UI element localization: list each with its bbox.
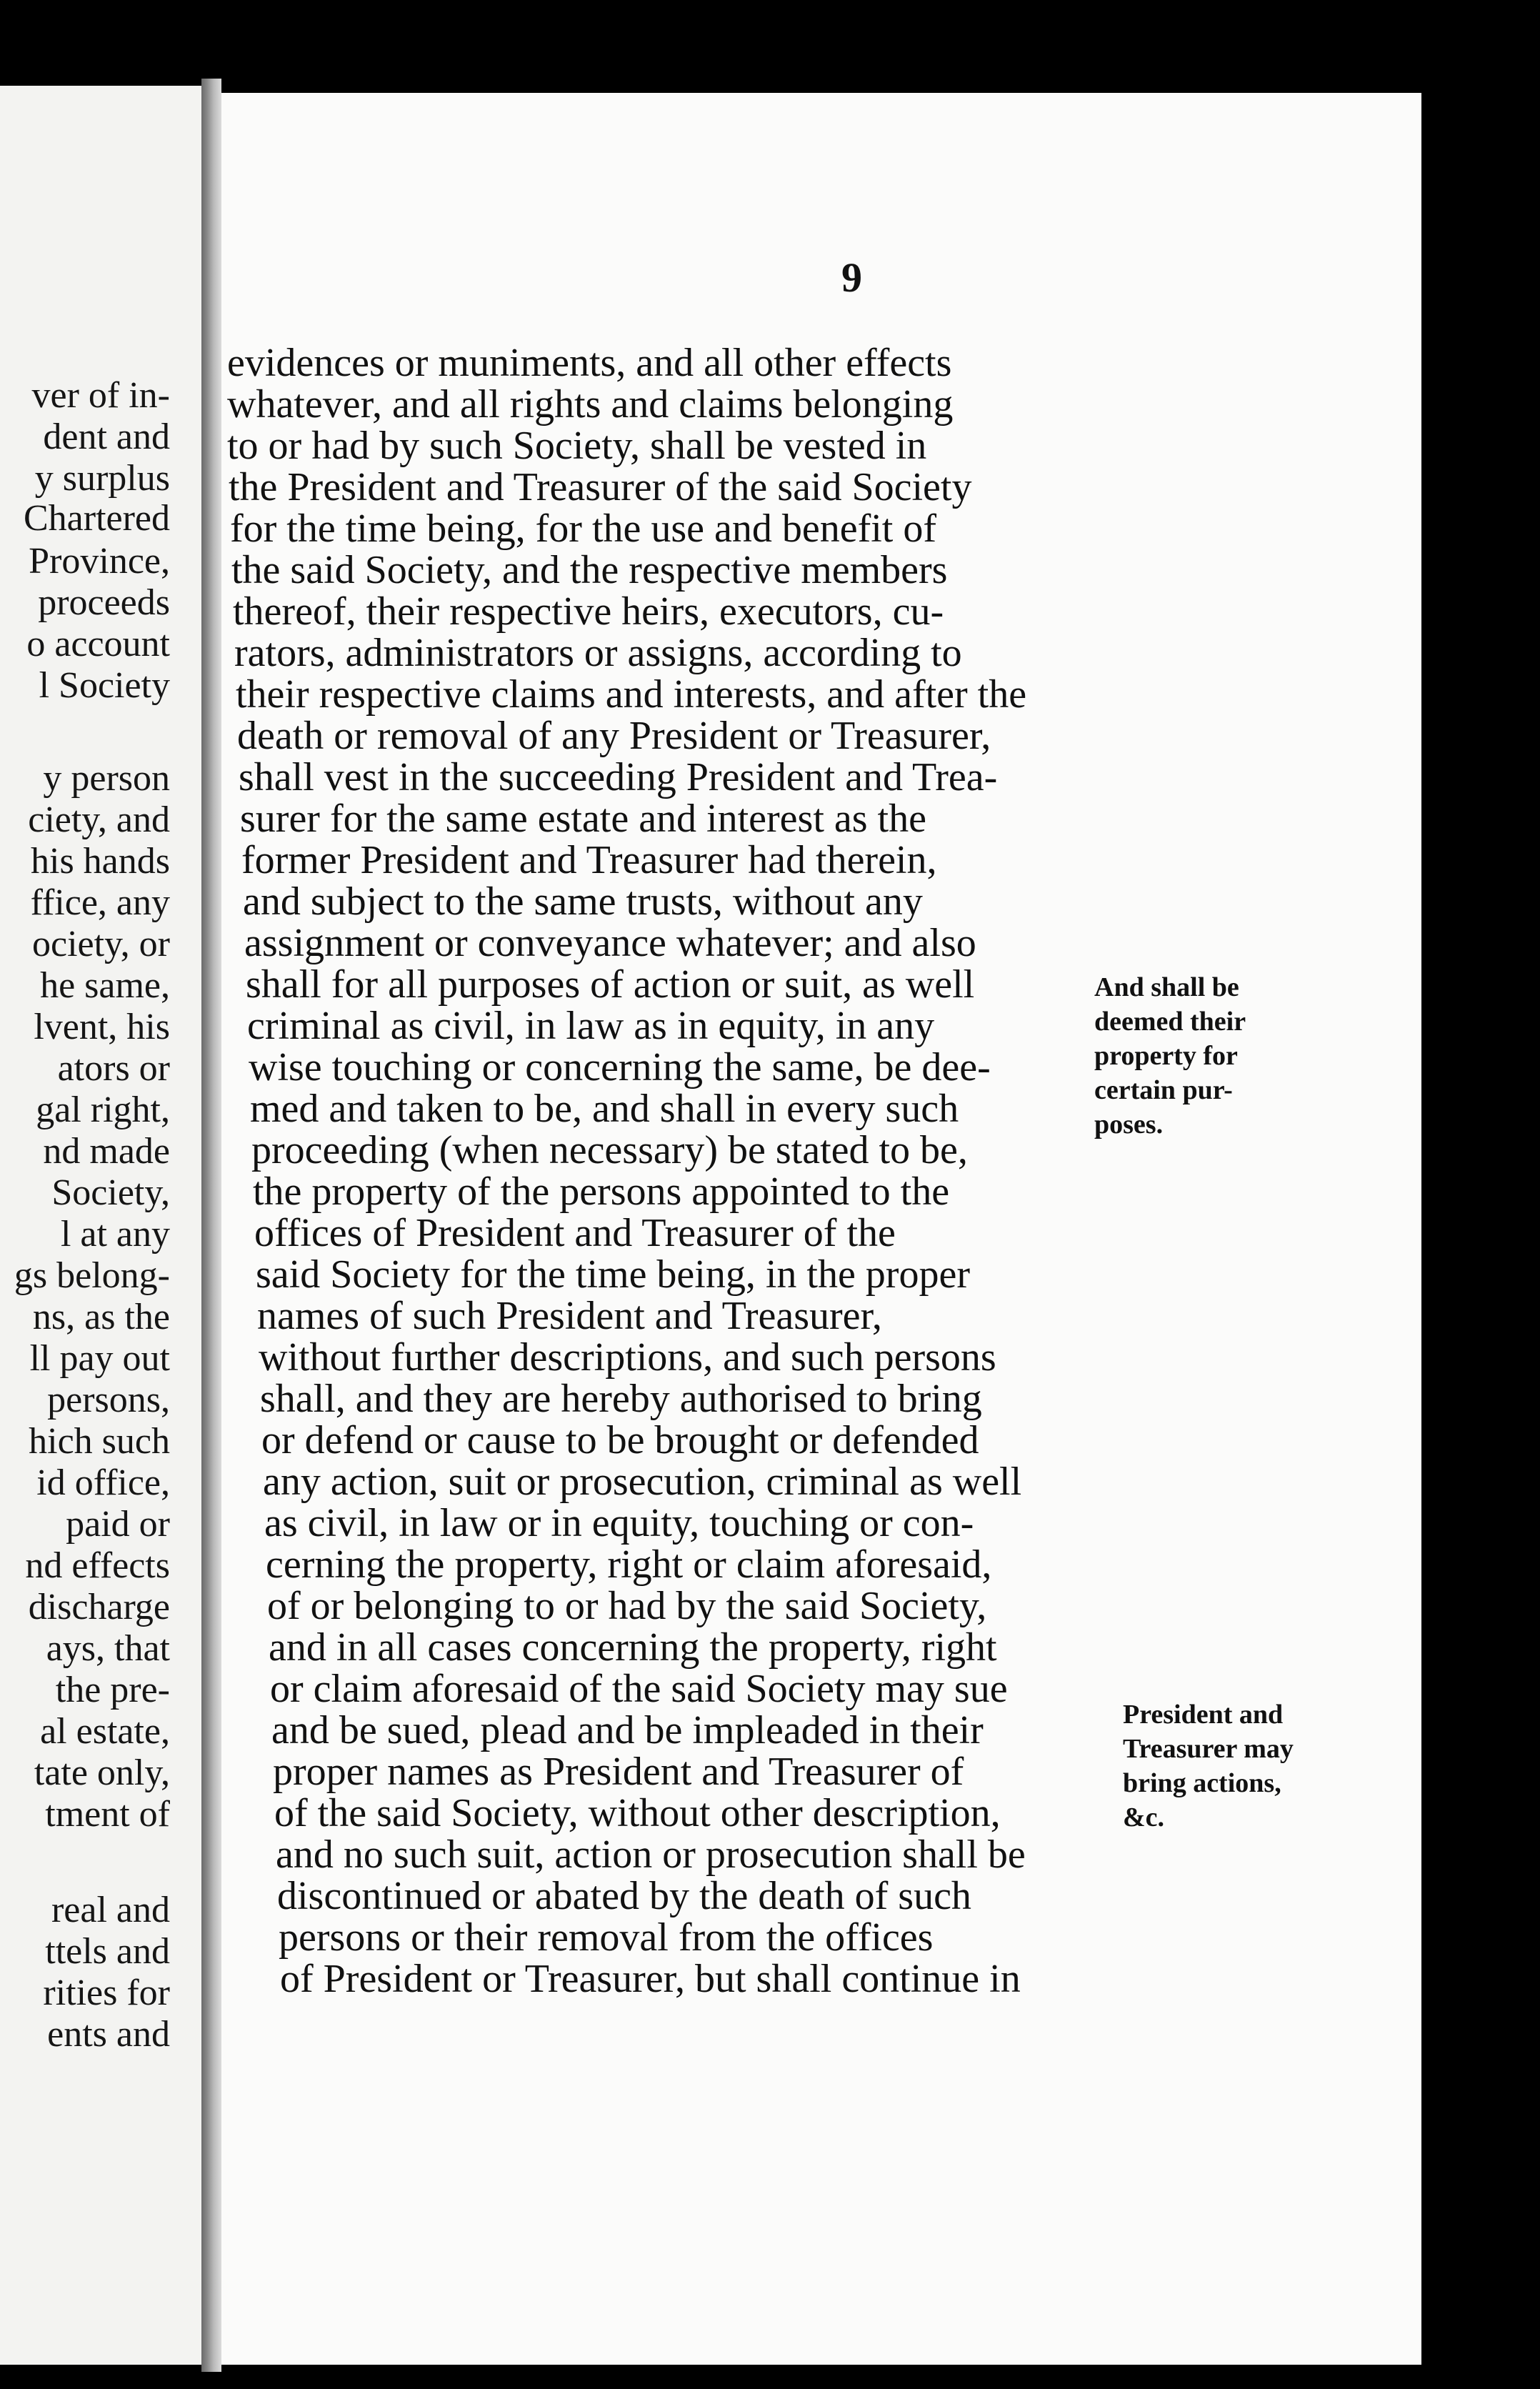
left-page-line: nd effects	[25, 1545, 170, 1586]
left-page-fragment	[0, 86, 201, 2365]
left-page-line: ents and	[47, 2014, 170, 2055]
body-text-line: the property of the persons appointed to the	[253, 1169, 950, 1214]
left-page-line: al estate,	[40, 1711, 170, 1752]
margin-note-line: And shall be	[1094, 972, 1239, 1002]
body-text-line: or claim aforesaid of the said Society may sue	[270, 1667, 1008, 1711]
body-text-line: names of such President and Treasurer,	[257, 1294, 882, 1338]
book-gutter	[201, 79, 221, 2372]
body-text-line: and be sued, plead and be impleaded in their	[271, 1708, 984, 1752]
body-text-line: without further descriptions, and such persons	[259, 1335, 996, 1380]
body-text-line: surer for the same estate and interest as the	[240, 797, 926, 841]
margin-note-line: Treasurer may	[1123, 1734, 1294, 1764]
margin-note-line: deemed their	[1094, 1007, 1246, 1037]
body-text-line: for the time being, for the use and benefit of	[230, 507, 936, 551]
left-page-line: he same,	[40, 965, 170, 1006]
left-page-line: ffice, any	[30, 882, 170, 923]
margin-note-line: poses.	[1094, 1109, 1164, 1139]
left-page-line: discharge	[28, 1587, 170, 1627]
body-text-line: thereof, their respective heirs, executors, cu-	[233, 589, 944, 634]
left-page-line: lvent, his	[34, 1007, 170, 1047]
body-text-line: death or removal of any President or Treasurer,	[237, 714, 991, 758]
body-text-line: persons or their removal from the offices	[279, 1915, 934, 1960]
left-page-line: ver of in-	[31, 375, 170, 416]
left-page-line: real and	[51, 1890, 170, 1930]
left-page-line: ators or	[57, 1048, 170, 1089]
margin-note-line: property for	[1094, 1041, 1238, 1071]
left-page-line: gs belong-	[14, 1255, 170, 1296]
body-text-line: and no such suit, action or prosecution shall be	[276, 1832, 1026, 1877]
body-text-line: any action, suit or prosecution, criminal as well	[263, 1460, 1022, 1504]
left-page-line: dent and	[43, 417, 170, 457]
body-text-line: whatever, and all rights and claims belonging	[227, 382, 954, 427]
left-page-line: nd made	[43, 1131, 170, 1172]
left-page-line: o account	[26, 624, 170, 664]
body-text-line: evidences or muniments, and all other effects	[227, 341, 952, 385]
left-page-line: ttels and	[45, 1931, 170, 1972]
left-page-line: l at any	[60, 1214, 170, 1255]
body-text-line: as civil, in law or in equity, touching or con-	[264, 1501, 974, 1545]
margin-note-line: bring actions,	[1123, 1768, 1281, 1798]
body-text-line: shall, and they are hereby authorised to bring	[260, 1377, 982, 1421]
right-page	[221, 93, 1421, 2365]
left-page-line: ll pay out	[29, 1338, 170, 1379]
margin-note-actions	[1123, 1697, 1351, 1835]
body-text-line: former President and Treasurer had therein,	[241, 838, 937, 882]
left-page-line: id office,	[36, 1462, 170, 1503]
body-text-line: the said Society, and the respective members	[231, 548, 948, 592]
body-text-line: rators, administrators or assigns, according to	[234, 631, 962, 675]
body-text-line: discontinued or abated by the death of such	[277, 1874, 971, 1918]
body-text-line: of the said Society, without other description,	[274, 1791, 1001, 1835]
body-text-line: offices of President and Treasurer of the	[254, 1211, 896, 1255]
body-text-line: and in all cases concerning the property, right	[269, 1625, 997, 1670]
body-text-line: shall for all purposes of action or suit, as well	[246, 962, 975, 1007]
left-page-line: ciety, and	[28, 799, 170, 840]
body-text-line: shall vest in the succeeding President and Trea-	[239, 755, 998, 799]
margin-note-line: President and	[1123, 1700, 1284, 1730]
body-text-line: assignment or conveyance whatever; and also	[244, 921, 976, 965]
left-page-line: y person	[43, 758, 170, 799]
left-page-line: ociety, or	[32, 924, 170, 964]
left-page-line: ns, as the	[32, 1297, 170, 1337]
left-page-line: Chartered	[23, 498, 170, 539]
body-text-line: proceeding (when necessary) be stated to be,	[251, 1128, 968, 1172]
left-page-line: y surplus	[34, 458, 170, 499]
left-page-line: hich such	[29, 1421, 170, 1462]
body-text-line: med and taken to be, and shall in every such	[250, 1087, 959, 1131]
body-text-line: cerning the property, right or claim aforesaid,	[266, 1542, 992, 1587]
left-page-line: rities for	[43, 1972, 170, 2013]
margin-note-line: &c.	[1123, 1802, 1165, 1832]
body-text-line: and subject to the same trusts, without any	[243, 879, 923, 924]
body-text-line: proper names as President and Treasurer of	[273, 1750, 964, 1794]
body-text-line: of or belonging to or had by the said Society,	[267, 1584, 987, 1628]
body-text-line: their respective claims and interests, and after the	[236, 672, 1027, 717]
left-page-line: his hands	[31, 841, 170, 882]
left-page-line: the pre-	[55, 1670, 170, 1710]
body-text-line: wise touching or concerning the same, be dee-	[249, 1045, 991, 1089]
left-page-line: paid or	[66, 1504, 170, 1545]
left-page-line: proceeds	[38, 582, 170, 623]
body-text-line: or defend or cause to be brought or defended	[261, 1418, 979, 1462]
margin-note-property	[1094, 970, 1323, 1142]
body-text-line: of President or Treasurer, but shall continue in	[280, 1957, 1021, 2001]
left-page-line: l Society	[39, 665, 170, 706]
body-text-line: to or had by such Society, shall be vested in	[227, 424, 927, 468]
body-text-line: criminal as civil, in law as in equity, in any	[247, 1004, 935, 1048]
left-page-line: gal right,	[36, 1089, 170, 1130]
left-page-line: ays, that	[46, 1628, 170, 1669]
left-page-line: Society,	[51, 1172, 170, 1213]
margin-note-line: certain pur-	[1094, 1075, 1233, 1105]
left-page-line: tate only,	[34, 1752, 170, 1793]
body-text-line: said Society for the time being, in the proper	[256, 1252, 970, 1297]
body-text-line: the President and Treasurer of the said Society	[229, 465, 972, 509]
left-page-line: tment of	[45, 1794, 170, 1835]
page-number: 9	[841, 254, 862, 301]
left-page-line: Province,	[29, 541, 170, 582]
left-page-line: persons,	[47, 1380, 170, 1420]
